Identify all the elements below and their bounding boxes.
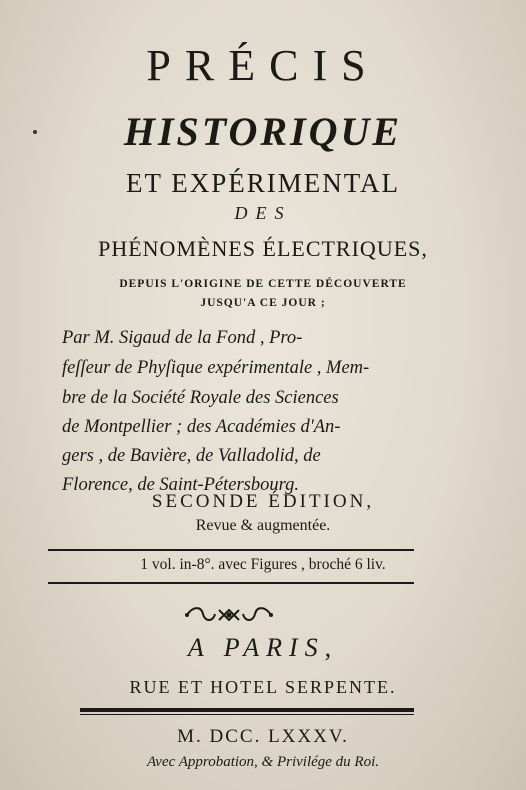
author-line: Par M. Sigaud de la Fond , Pro- (62, 328, 303, 348)
author-line: gers , de Bavière, de Valladolid, de (62, 446, 321, 466)
title-experimental: ET EXPÉRIMENTAL (125, 168, 401, 198)
author-line: feſſeur de Phyſique expérimentale , Mem- (62, 358, 370, 378)
title-precis: PRÉCIS (146, 41, 380, 90)
thick-rule (80, 708, 414, 712)
subtitle-line-2: JUSQU'A CE JOUR ; (200, 297, 326, 309)
privilege-note: Avec Approbation, & Privilége du Roi. (146, 754, 380, 770)
imprint-place: A PARIS, (187, 633, 339, 662)
author-line: Florence, de Saint-Pétersbourg. (62, 475, 300, 495)
subtitle-line-1: DEPUIS L'ORIGINE DE CETTE DÉCOUVERTE (119, 278, 407, 290)
thin-rule (80, 714, 414, 715)
title-des: DES (234, 203, 292, 223)
author-line: de Montpellier ; des Académies d'An- (62, 417, 341, 437)
edition-note: Revue & augmentée. (195, 517, 331, 534)
divider-rule (48, 582, 414, 584)
volume-note: 1 vol. in-8°. avec Figures , broché 6 liv. (140, 556, 386, 573)
title-historique: HISTORIQUE (123, 109, 403, 154)
author-line: bre de la Société Royale des Sciences (62, 388, 339, 408)
decorative-fleuron-icon (183, 604, 275, 626)
divider-rule (48, 549, 414, 551)
imprint-address: RUE ET HOTEL SERPENTE. (129, 677, 397, 697)
imprint-date: M. DCC. LXXXV. (177, 726, 349, 747)
title-phenomenes: PHÉNOMÈNES ÉLECTRIQUES, (98, 236, 428, 261)
edition-heading: SECONDE ÉDITION, (151, 491, 375, 512)
